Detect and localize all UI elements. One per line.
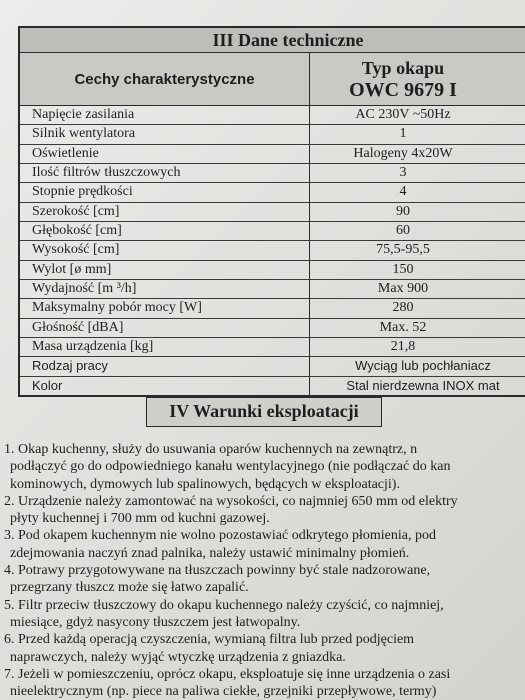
text-line: miesiące, gdyż nasycony tłuszczem jest łatwopalny. <box>10 614 301 630</box>
row-label: Stopnie prędkości <box>20 183 310 201</box>
table-row <box>20 261 525 280</box>
text-line: 3. Pod okapem kuchennym nie wolno pozostawiać odkrytego płomienia, pod <box>4 528 436 544</box>
table-row <box>20 106 525 125</box>
text-line: nieelektrycznym (np. piece na paliwa ciekłe, grzejniki przepływowe, termy) <box>10 684 437 700</box>
table-row <box>20 183 525 202</box>
row-label: Maksymalny pobór mocy [W] <box>20 299 310 317</box>
table-row <box>20 125 525 144</box>
table-row <box>20 222 525 241</box>
row-label: Masa urządzenia [kg] <box>20 338 310 356</box>
row-value: 280 <box>392 300 414 316</box>
table-row <box>20 377 525 395</box>
text-line: naprawczych, należy wyjąć wtyczkę urządzenia z gniazdka. <box>10 649 346 665</box>
row-label: Głębokość [cm] <box>20 222 310 240</box>
row-value: Max 900 <box>377 281 429 297</box>
features-column-header: Cechy charakterystyczne <box>20 53 310 105</box>
technical-data-table <box>18 26 525 397</box>
table-row <box>20 203 525 222</box>
row-label: Wysokość [cm] <box>20 241 310 259</box>
row-value: 60 <box>396 223 410 239</box>
row-value: 150 <box>392 261 414 277</box>
row-label: Silnik wentylatora <box>20 125 310 143</box>
table-row <box>20 357 525 376</box>
row-value: 75,5-95,5 <box>376 242 430 258</box>
text-line: podłączyć go do odpowiedniego kanału wentylacyjnego (nie podłączać do kan <box>10 459 451 475</box>
row-value: 3 <box>399 165 407 181</box>
table-row <box>20 280 525 299</box>
text-line: 2. Urządzenie należy zamontować na wysokości, co najmniej 650 mm od elektry <box>4 493 458 509</box>
table-row <box>20 164 525 183</box>
table-row <box>20 338 525 357</box>
table-header-row <box>20 53 525 106</box>
row-value: 90 <box>396 203 410 219</box>
row-label: Oświetlenie <box>20 145 310 163</box>
table-row <box>20 299 525 318</box>
table-row <box>20 319 525 338</box>
table-row <box>20 241 525 260</box>
row-value: Halogeny 4x20W <box>353 145 453 161</box>
hood-type-column-header <box>310 53 525 105</box>
row-label: Głośność [dBA] <box>20 319 310 337</box>
text-line: przegrzany tłuszcz może się łatwo zapalić. <box>10 580 249 596</box>
row-value: 1 <box>399 126 407 142</box>
operating-conditions-text <box>4 441 525 700</box>
text-line: 5. Filtr przeciw tłuszczowy do okapu kuchennego należy czyścić, co najmniej, <box>4 597 444 613</box>
text-line: 4. Potrawy przygotowywane na tłuszczach powinny być stale nadzorowane, <box>4 563 431 579</box>
section-3-title: III Dane techniczne <box>20 28 525 53</box>
text-line: 6. Przed każdą operacją czyszczenia, wymianą filtra lub przed podjęciem <box>4 632 415 648</box>
row-label: Wydajność [m ³/h] <box>20 280 310 298</box>
text-line: 1. Okap kuchenny, służy do usuwania oparów kuchennych na zewnątrz, n <box>4 442 418 457</box>
row-value: 21,8 <box>390 339 416 355</box>
section-4-title: IV Warunki eksploatacji <box>146 397 382 427</box>
row-value: Wyciąg lub pochłaniacz <box>355 358 491 374</box>
row-label: Napięcie zasilania <box>20 106 310 124</box>
row-label: Kolor <box>20 377 310 395</box>
hood-type-label: Typ okapu <box>361 58 445 78</box>
row-value: AC 230V ~50Hz <box>355 107 451 122</box>
row-label: Wylot [ø mm] <box>20 261 310 279</box>
row-label: Ilość filtrów tłuszczowych <box>20 164 310 182</box>
row-value: Max. 52 <box>379 319 427 335</box>
table-row <box>20 145 525 164</box>
row-label: Rodzaj pracy <box>20 357 310 375</box>
text-line: kominowych, dymowych lub spalinowych, będących w eksploatacji). <box>10 476 400 492</box>
text-line: płyty kuchennej i 700 mm od kuchni gazowej. <box>10 511 270 527</box>
text-line: zdejmowania naczyń znad palnika, należy ustawić minimalny płomień. <box>10 545 410 561</box>
text-line: 7. Jeżeli w pomieszczeniu, oprócz okapu, eksploatuje się inne urządzenia o zasi <box>4 666 451 682</box>
row-value: Stal nierdzewna INOX mat <box>346 377 500 393</box>
row-label: Szerokość [cm] <box>20 203 310 221</box>
row-value: 4 <box>399 184 407 200</box>
hood-model-label: OWC 9679 I <box>349 79 457 101</box>
